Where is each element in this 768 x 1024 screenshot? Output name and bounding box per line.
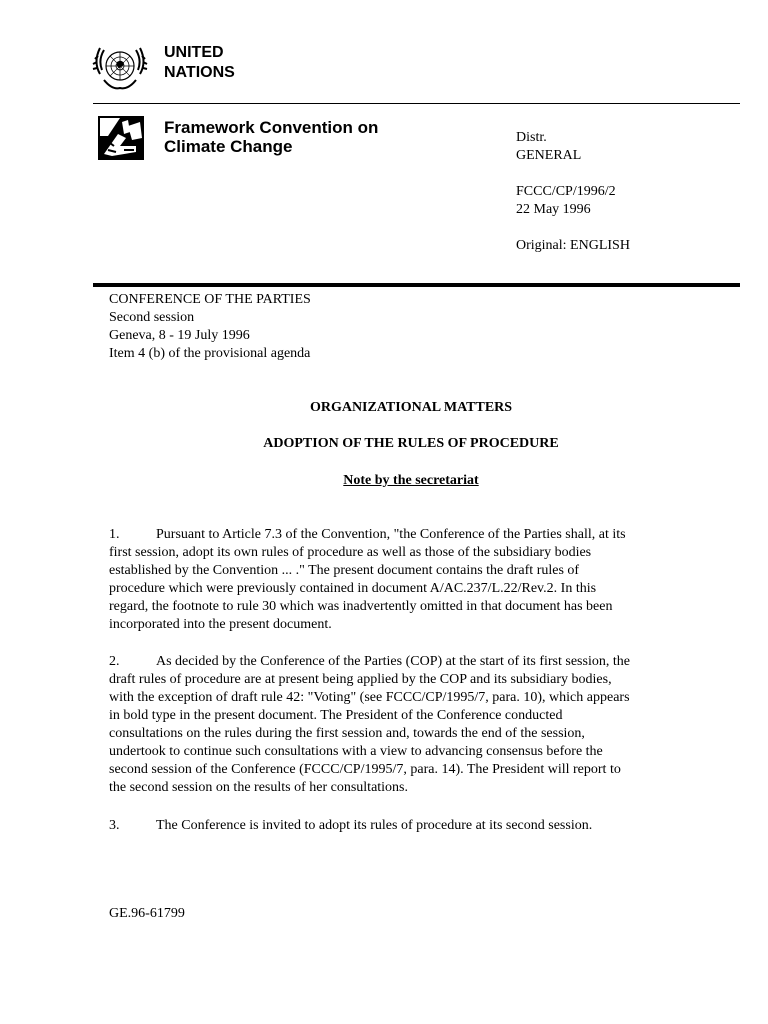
header-divider <box>93 103 740 104</box>
main-title: ORGANIZATIONAL MATTERS <box>309 400 513 415</box>
meeting-block <box>109 291 311 363</box>
meeting-agenda-item: Item 4 (b) of the provisional agenda <box>109 346 311 361</box>
paragraph-line: regard, the footnote to rule 30 which was inadvertently omitted in that document has been <box>109 599 613 614</box>
document-symbol: FCCC/CP/1996/2 <box>516 184 616 199</box>
org-line-1: UNITED <box>164 44 224 61</box>
paragraph-line: first session, adopt its own rules of procedure as well as those of the subsidiary bodies <box>109 545 592 560</box>
document-date: 22 May 1996 <box>516 202 591 217</box>
paragraph-3 <box>109 817 709 835</box>
paragraph-line <box>109 526 709 544</box>
paragraph-text: The Conference is invited to adopt its rules of procedure at its second session. <box>156 818 593 833</box>
meeting-session: Second session <box>109 310 195 325</box>
paragraph-number: 3. <box>109 818 120 833</box>
convention-title <box>164 118 378 156</box>
paragraph-line: undertook to continue such consultations with a view to advancing consensus before the <box>109 744 603 759</box>
convention-line-2: Climate Change <box>164 137 293 156</box>
paragraph-line: in bold type in the present document. The President of the Conference conducted <box>109 708 563 723</box>
meeting-place-dates: Geneva, 8 - 19 July 1996 <box>109 328 250 343</box>
paragraph-line: consultations on the rules during the first session and, towards the end of the session, <box>109 726 585 741</box>
paragraph-line: the second session on the results of her consultations. <box>109 780 409 795</box>
job-number: GE.96-61799 <box>109 906 185 921</box>
paragraph-line <box>109 653 709 671</box>
paragraph-text: As decided by the Conference of the Parties (COP) at the start of its first session, the <box>156 654 630 669</box>
paragraph-number: 1. <box>109 527 120 542</box>
distr-general: GENERAL <box>516 148 582 163</box>
paragraph-line: procedure which were previously contained in document A/AC.237/L.22/Rev.2. In this <box>109 581 597 596</box>
sub-title: ADOPTION OF THE RULES OF PROCEDURE <box>263 436 559 451</box>
paragraph-line: incorporated into the present document. <box>109 617 332 632</box>
paragraph-2 <box>109 653 709 797</box>
paragraph-line: with the exception of draft rule 42: "Voting" (see FCCC/CP/1995/7, para. 10), which appears <box>109 690 630 705</box>
note-title: Note by the secretariat <box>343 473 479 488</box>
paragraph-line: second session of the Conference (FCCC/CP/1995/7, para. 14). The President will report to <box>109 762 621 777</box>
paragraph-line: established by the Convention ... ." The present document contains the draft rules of <box>109 563 580 578</box>
main-divider <box>93 283 740 287</box>
paragraph-text: Pursuant to Article 7.3 of the Convention, "the Conference of the Parties shall, at its <box>156 527 626 542</box>
paragraph-line: draft rules of procedure are at present being applied by the COP and its subsidiary bodies, <box>109 672 612 687</box>
paragraph-number: 2. <box>109 654 120 669</box>
org-line-2: NATIONS <box>164 64 235 81</box>
distribution-block <box>516 129 630 255</box>
distr-label: Distr. <box>516 130 547 145</box>
organization-name <box>164 43 235 83</box>
convention-line-1: Framework Convention on <box>164 118 379 137</box>
fccc-logo-icon <box>98 116 144 160</box>
meeting-body: CONFERENCE OF THE PARTIES <box>109 292 311 307</box>
paragraph-line <box>109 817 709 835</box>
paragraph-1 <box>109 526 709 634</box>
un-emblem-icon <box>90 40 150 96</box>
original-language: Original: ENGLISH <box>516 238 630 253</box>
